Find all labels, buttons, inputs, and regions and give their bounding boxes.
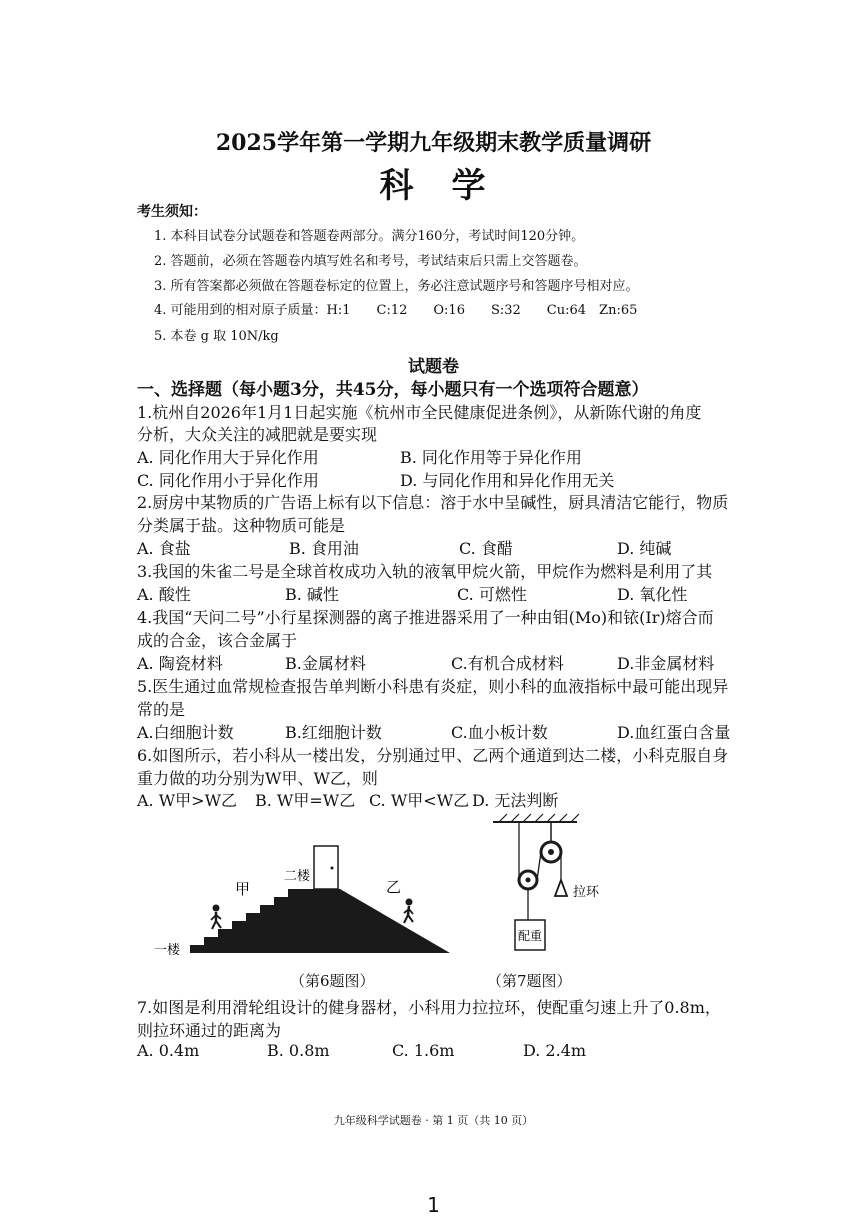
question-4-option-d: D.非金属材料 [617,654,715,673]
question-1-option-c: C. 同化作用小于异化作用 [137,471,319,490]
figure-6-stairs-ramp [150,838,460,960]
label-jia: 甲 [235,880,251,898]
label-ring: 拉环 [573,885,600,900]
question-2-option-c: C. 食醋 [459,539,513,558]
person-on-stairs-icon [211,905,221,930]
label-yi: 乙 [386,878,402,896]
label-second-floor: 二楼 [284,869,311,884]
section-heading: 一、选择题（每小题3分，共45分，每小题只有一个选项符合题意） [137,380,649,400]
question-3-option-a: A. 酸性 [137,585,191,604]
fixed-pulley-icon [541,842,561,862]
note-item: 2. 答题前，必须在答题卷内填写姓名和考号，考试结束后只需上交答题卷。 [154,254,587,269]
question-5-option-b: B.红细胞计数 [285,723,382,742]
figure-7-caption: （第7题图） [487,972,572,990]
stairs-ramp-shape [190,889,450,953]
question-2-option-a: A. 食盐 [137,539,191,558]
question-6-option-a: A. W甲>W乙 [137,791,238,810]
question-4-option-c: C.有机合成材料 [451,654,564,673]
question-6-stem-line1: 6.如图所示，若小科从一楼出发，分别通过甲、乙两个通道到达二楼，小科克服自身 [137,746,729,765]
page-footer: 九年级科学试题卷 · 第 1 页（共 10 页） [333,1114,534,1127]
exam-title: 2025学年第一学期九年级期末教学质量调研 [215,130,652,156]
question-3-option-d: D. 氧化性 [617,585,688,604]
question-2-option-d: D. 纯碱 [617,539,672,558]
question-2-stem-line2: 分类属于盐。这种物质可能是 [137,516,346,535]
note-item: 3. 所有答案都必须做在答题卷标定的位置上，务必注意试题序号和答题序号相对应。 [154,279,639,294]
note-item: 1. 本科目试卷分试题卷和答题卷两部分。满分160分，考试时间120分钟。 [154,229,585,244]
question-1-option-a: A. 同化作用大于异化作用 [137,448,319,467]
subject-title: 科 学 [379,166,488,206]
page-number: 1 [427,1193,440,1217]
question-6-option-b: B. W甲=W乙 [255,791,356,810]
note-item: 4. 可能用到的相对原子质量：H:1 C:12 O:16 S:32 Cu:64 Zn:65 [154,303,638,318]
movable-pulley-icon [519,871,537,889]
question-2-option-b: B. 食用油 [289,539,359,558]
question-7-option-d: D. 2.4m [523,1041,587,1060]
question-5-stem-line2: 常的是 [137,700,186,719]
door-icon [314,846,338,889]
question-1-option-d: D. 与同化作用和异化作用无关 [400,471,615,490]
label-first-floor: 一楼 [154,943,181,958]
question-7-option-c: C. 1.6m [392,1041,455,1060]
question-6-option-c: C. W甲<W乙 [369,791,470,810]
question-7-option-b: B. 0.8m [267,1041,330,1060]
question-4-stem-line1: 4.我国“天问二号”小行星探测器的离子推进器采用了一种由钼(Mo)和铱(Ir)熔合而 [137,608,714,627]
question-1-stem-line1: 1.杭州自2026年1月1日起实施《杭州市全民健康促进条例》，从新陈代谢的角度 [137,403,702,422]
figure-6-caption: （第6题图） [290,972,375,990]
question-7-stem-line1: 7.如图是利用滑轮组设计的健身器材，小科用力拉拉环，使配重匀速上升了0.8m， [137,998,721,1017]
question-4-option-b: B.金属材料 [285,654,366,673]
paper-title: 试题卷 [408,357,459,377]
question-1-option-b: B. 同化作用等于异化作用 [400,448,582,467]
question-5-option-d: D.血红蛋白含量 [617,723,731,742]
question-4-stem-line2: 成的合金，该合金属于 [137,631,298,650]
question-3-stem: 3.我国的朱雀二号是全球首枚成功入轨的液氧甲烷火箭，甲烷作为燃料是利用了其 [137,562,713,581]
question-7-option-a: A. 0.4m [137,1041,200,1060]
question-5-stem-line1: 5.医生通过血常规检查报告单判断小科患有炎症，则小科的血液指标中最可能出现异 [137,677,729,696]
question-4-option-a: A. 陶瓷材料 [137,654,223,673]
pull-ring-icon [555,880,567,896]
question-6-option-d: D. 无法判断 [472,791,559,810]
note-item: 5. 本卷 g 取 10N/kg [154,329,279,344]
question-1-stem-line2: 分析，大众关注的减肥就是要实现 [137,425,378,444]
question-5-option-c: C.血小板计数 [451,723,548,742]
question-3-option-b: B. 碱性 [285,585,339,604]
question-6-stem-line2: 重力做的功分别为W甲、W乙，则 [137,769,378,788]
question-2-stem-line1: 2.厨房中某物质的广告语上标有以下信息：溶于水中呈碱性，厨具清洁它能行，物质 [137,493,729,512]
figure-7-pulley [485,810,620,960]
question-3-option-c: C. 可燃性 [457,585,527,604]
notes-heading: 考生须知： [137,204,207,220]
question-5-option-a: A.白细胞计数 [137,723,234,742]
label-weight: 配重 [518,929,543,943]
question-7-stem-line2: 则拉环通过的距离为 [137,1021,282,1040]
person-on-ramp-icon [404,899,413,924]
